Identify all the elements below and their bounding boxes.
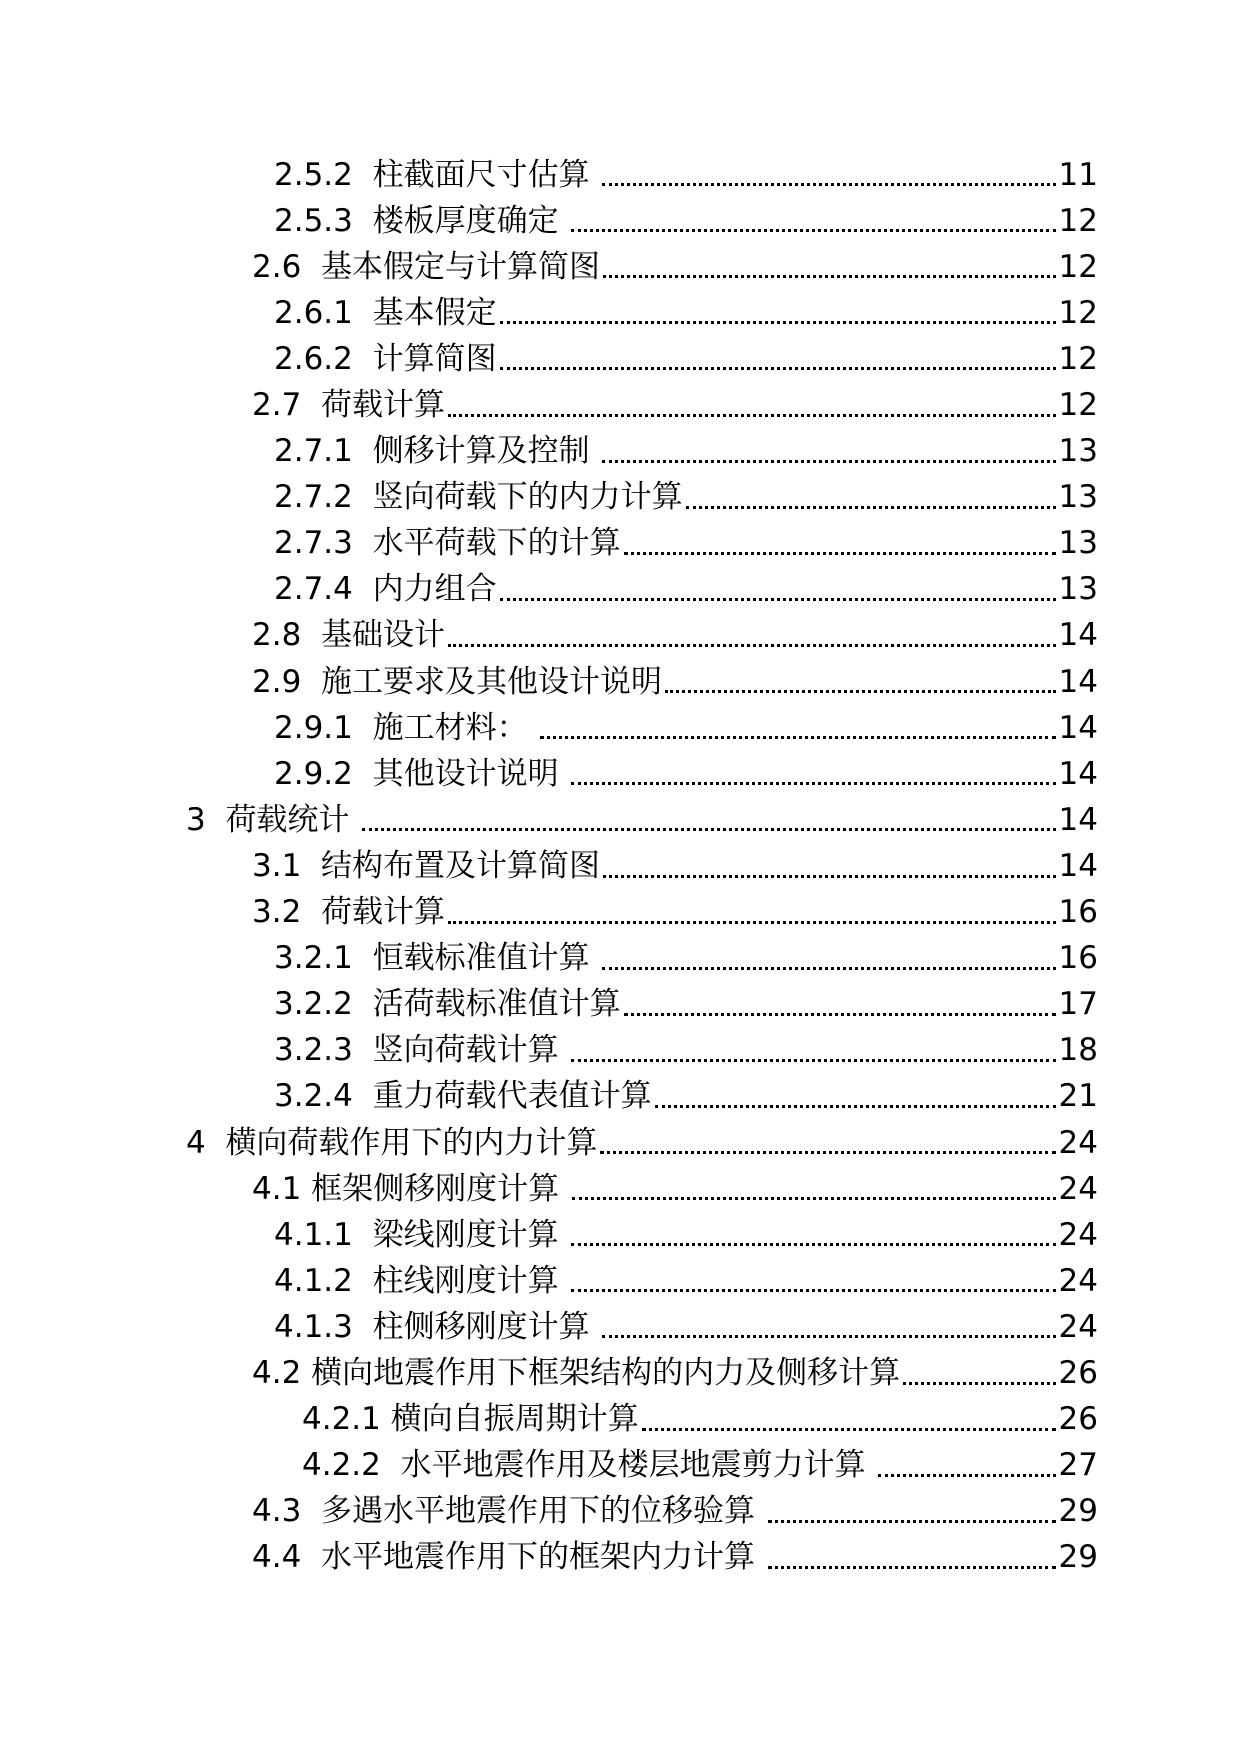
toc-dot-leader bbox=[448, 921, 1056, 924]
toc-entry-number: 2.6.1 bbox=[274, 294, 373, 331]
toc-entry-title: 荷载计算 bbox=[321, 894, 446, 931]
toc-dot-leader bbox=[642, 1428, 1056, 1431]
toc-dot-leader bbox=[878, 1474, 1055, 1477]
toc-entry-title: 梁线刚度计算 bbox=[372, 1216, 569, 1253]
toc-entry[interactable] bbox=[0, 1028, 1241, 1074]
toc-dot-leader bbox=[624, 1013, 1056, 1016]
toc-page-number: 13 bbox=[1058, 433, 1098, 470]
toc-page-number: 12 bbox=[1058, 340, 1098, 377]
toc-entry-number: 2.7.2 bbox=[274, 479, 373, 516]
toc-dot-leader bbox=[571, 1243, 1055, 1246]
toc-entry-number: 2.7.3 bbox=[274, 525, 373, 562]
toc-entry-title: 基本假定 bbox=[372, 294, 497, 331]
toc-page-number: 16 bbox=[1058, 894, 1098, 931]
toc-entry-number: 4.1.3 bbox=[274, 1308, 373, 1345]
toc-entry-title: 施工要求及其他设计说明 bbox=[321, 663, 663, 700]
toc-dot-leader bbox=[500, 367, 1056, 370]
toc-dot-leader bbox=[602, 1335, 1055, 1338]
toc-dot-leader bbox=[624, 552, 1056, 555]
toc-dot-leader bbox=[571, 1289, 1055, 1292]
toc-dot-leader bbox=[768, 1520, 1056, 1523]
toc-entry[interactable] bbox=[0, 1074, 1241, 1120]
toc-entry-title: 横向地震作用下框架结构的内力及侧移计算 bbox=[311, 1354, 901, 1391]
toc-entry[interactable] bbox=[0, 1166, 1241, 1212]
toc-entry-title: 多遇水平地震作用下的位移验算 bbox=[321, 1493, 765, 1530]
toc-page-number: 11 bbox=[1058, 156, 1098, 193]
toc-entry[interactable] bbox=[0, 1212, 1241, 1258]
toc-dot-leader bbox=[448, 414, 1056, 417]
toc-entry-title: 其他设计说明 bbox=[372, 755, 569, 792]
toc-entry-title: 水平地震作用下的框架内力计算 bbox=[321, 1539, 765, 1576]
toc-entry-number: 2.9.2 bbox=[274, 755, 373, 792]
toc-dot-leader bbox=[602, 460, 1055, 463]
toc-entry-title: 竖向荷载计算 bbox=[372, 1032, 569, 1069]
toc-page-number: 12 bbox=[1058, 248, 1098, 285]
toc-entry[interactable] bbox=[0, 1258, 1241, 1304]
toc-entry[interactable] bbox=[0, 567, 1241, 613]
toc-page-number: 24 bbox=[1058, 1262, 1098, 1299]
toc-entry[interactable] bbox=[0, 1397, 1241, 1443]
toc-entry-number: 2.6 bbox=[252, 248, 322, 285]
toc-dot-leader bbox=[655, 1105, 1056, 1108]
toc-entry-title: 计算简图 bbox=[372, 340, 497, 377]
toc-entry[interactable] bbox=[0, 475, 1241, 521]
toc-entry-number: 4.2.2 bbox=[302, 1447, 401, 1484]
toc-page-number: 12 bbox=[1058, 387, 1098, 424]
toc-page-number: 14 bbox=[1058, 709, 1098, 746]
toc-entry-number: 4.1.1 bbox=[274, 1216, 373, 1253]
toc-page-number: 21 bbox=[1058, 1078, 1098, 1115]
toc-page-number: 13 bbox=[1058, 479, 1098, 516]
toc-page-number: 13 bbox=[1058, 525, 1098, 562]
toc-entry-title: 基础设计 bbox=[321, 617, 446, 654]
toc-entry-number: 2.9 bbox=[252, 663, 322, 700]
toc-dot-leader bbox=[571, 782, 1055, 785]
toc-entry[interactable] bbox=[0, 751, 1241, 797]
toc-entry[interactable] bbox=[0, 382, 1241, 428]
toc-entry[interactable] bbox=[0, 1535, 1241, 1581]
toc-entry-title: 柱线刚度计算 bbox=[372, 1262, 569, 1299]
toc-entry[interactable] bbox=[0, 336, 1241, 382]
toc-entry-title: 水平荷载下的计算 bbox=[372, 525, 621, 562]
toc-dot-leader bbox=[500, 598, 1056, 601]
toc-entry-number: 2.7.1 bbox=[274, 433, 373, 470]
toc-entry-title: 横向自振周期计算 bbox=[390, 1401, 639, 1438]
toc-dot-leader bbox=[768, 1566, 1056, 1569]
toc-page-number: 24 bbox=[1058, 1308, 1098, 1345]
toc-page-number: 14 bbox=[1058, 755, 1098, 792]
toc-dot-leader bbox=[602, 967, 1055, 970]
toc-entry-title: 侧移计算及控制 bbox=[372, 433, 600, 470]
toc-entry-number: 3.1 bbox=[252, 847, 322, 884]
toc-page-number: 14 bbox=[1058, 801, 1098, 838]
toc-entry-number: 4 bbox=[186, 1124, 226, 1161]
toc-entry[interactable] bbox=[0, 290, 1241, 336]
toc-page-number: 29 bbox=[1058, 1539, 1098, 1576]
toc-entry-number: 4.4 bbox=[252, 1539, 322, 1576]
toc-entry-number: 4.1.2 bbox=[274, 1262, 373, 1299]
toc-entry[interactable] bbox=[0, 797, 1241, 843]
toc-dot-leader bbox=[603, 275, 1056, 278]
toc-entry-number: 2.7 bbox=[252, 387, 322, 424]
toc-entry-number: 4.2.1 bbox=[302, 1401, 391, 1438]
toc-entry-number: 2.5.3 bbox=[274, 202, 373, 239]
toc-dot-leader bbox=[686, 506, 1056, 509]
toc-entry[interactable] bbox=[0, 152, 1241, 198]
toc-entry-number: 4.3 bbox=[252, 1493, 322, 1530]
toc-page-number: 12 bbox=[1058, 294, 1098, 331]
toc-entry-title: 柱侧移刚度计算 bbox=[372, 1308, 600, 1345]
toc-entry[interactable] bbox=[0, 890, 1241, 936]
toc-entry-title: 横向荷载作用下的内力计算 bbox=[225, 1124, 598, 1161]
toc-page-number: 16 bbox=[1058, 940, 1098, 977]
toc-entry-title: 重力荷载代表值计算 bbox=[372, 1078, 652, 1115]
toc-entry-number: 2.9.1 bbox=[274, 709, 373, 746]
toc-entry-title: 基本假定与计算简图 bbox=[321, 248, 601, 285]
toc-page-number: 26 bbox=[1058, 1354, 1098, 1391]
toc-page-number: 14 bbox=[1058, 663, 1098, 700]
toc-entry[interactable] bbox=[0, 244, 1241, 290]
toc-page-number: 24 bbox=[1058, 1216, 1098, 1253]
toc-entry-number: 4.2 bbox=[252, 1354, 312, 1391]
toc-entry-number: 3 bbox=[186, 801, 226, 838]
toc-entry[interactable] bbox=[0, 1304, 1241, 1350]
toc-entry[interactable] bbox=[0, 1443, 1241, 1489]
toc-dot-leader bbox=[448, 644, 1056, 647]
toc-entry[interactable] bbox=[0, 1350, 1241, 1396]
toc-entry-number: 2.8 bbox=[252, 617, 322, 654]
toc-entry-number: 4.1 bbox=[252, 1170, 312, 1207]
table-of-contents bbox=[0, 152, 1241, 1581]
toc-entry[interactable] bbox=[0, 613, 1241, 659]
toc-entry-title: 竖向荷载下的内力计算 bbox=[372, 479, 683, 516]
toc-dot-leader bbox=[903, 1382, 1055, 1385]
toc-page-number: 27 bbox=[1058, 1447, 1098, 1484]
toc-page-number: 14 bbox=[1058, 847, 1098, 884]
toc-entry-number: 2.7.4 bbox=[274, 571, 373, 608]
toc-entry-title: 内力组合 bbox=[372, 571, 497, 608]
toc-entry-title: 楼板厚度确定 bbox=[372, 202, 569, 239]
toc-entry-title: 恒载标准值计算 bbox=[372, 940, 600, 977]
toc-entry-number: 2.6.2 bbox=[274, 340, 373, 377]
toc-entry[interactable] bbox=[0, 521, 1241, 567]
toc-entry-title: 活荷载标准值计算 bbox=[372, 986, 621, 1023]
toc-dot-leader bbox=[572, 1197, 1056, 1200]
toc-page-number: 24 bbox=[1058, 1170, 1098, 1207]
toc-entry-number: 3.2.3 bbox=[274, 1032, 373, 1069]
toc-dot-leader bbox=[500, 321, 1056, 324]
toc-entry[interactable] bbox=[0, 1120, 1241, 1166]
toc-entry-title: 水平地震作用及楼层地震剪力计算 bbox=[400, 1447, 876, 1484]
toc-entry-number: 3.2 bbox=[252, 894, 322, 931]
toc-entry[interactable] bbox=[0, 843, 1241, 889]
toc-entry-title: 荷载计算 bbox=[321, 387, 446, 424]
toc-entry[interactable] bbox=[0, 936, 1241, 982]
toc-dot-leader bbox=[603, 875, 1056, 878]
toc-page-number: 12 bbox=[1058, 202, 1098, 239]
toc-page-number: 24 bbox=[1058, 1124, 1098, 1161]
toc-page-number: 17 bbox=[1058, 986, 1098, 1023]
toc-dot-leader bbox=[540, 736, 1055, 739]
toc-page-number: 13 bbox=[1058, 571, 1098, 608]
toc-entry-title: 框架侧移刚度计算 bbox=[311, 1170, 570, 1207]
toc-dot-leader bbox=[665, 690, 1056, 693]
toc-dot-leader bbox=[602, 183, 1055, 186]
toc-dot-leader bbox=[362, 828, 1055, 831]
toc-page-number: 18 bbox=[1058, 1032, 1098, 1069]
toc-entry-title: 柱截面尺寸估算 bbox=[372, 156, 600, 193]
toc-entry-number: 3.2.1 bbox=[274, 940, 373, 977]
toc-page-number: 26 bbox=[1058, 1401, 1098, 1438]
toc-dot-leader bbox=[600, 1151, 1055, 1154]
toc-entry[interactable] bbox=[0, 982, 1241, 1028]
toc-entry[interactable] bbox=[0, 429, 1241, 475]
toc-entry[interactable] bbox=[0, 1489, 1241, 1535]
toc-page-number: 14 bbox=[1058, 617, 1098, 654]
toc-entry-number: 3.2.4 bbox=[274, 1078, 373, 1115]
toc-dot-leader bbox=[571, 1059, 1055, 1062]
toc-dot-leader bbox=[571, 229, 1055, 232]
toc-entry-number: 3.2.2 bbox=[274, 986, 373, 1023]
toc-entry-title: 荷载统计 bbox=[225, 801, 360, 838]
toc-page-number: 29 bbox=[1058, 1493, 1098, 1530]
toc-entry-title: 施工材料： bbox=[372, 709, 538, 746]
toc-entry[interactable] bbox=[0, 198, 1241, 244]
toc-entry[interactable] bbox=[0, 705, 1241, 751]
toc-entry[interactable] bbox=[0, 659, 1241, 705]
toc-entry-title: 结构布置及计算简图 bbox=[321, 847, 601, 884]
toc-entry-number: 2.5.2 bbox=[274, 156, 373, 193]
